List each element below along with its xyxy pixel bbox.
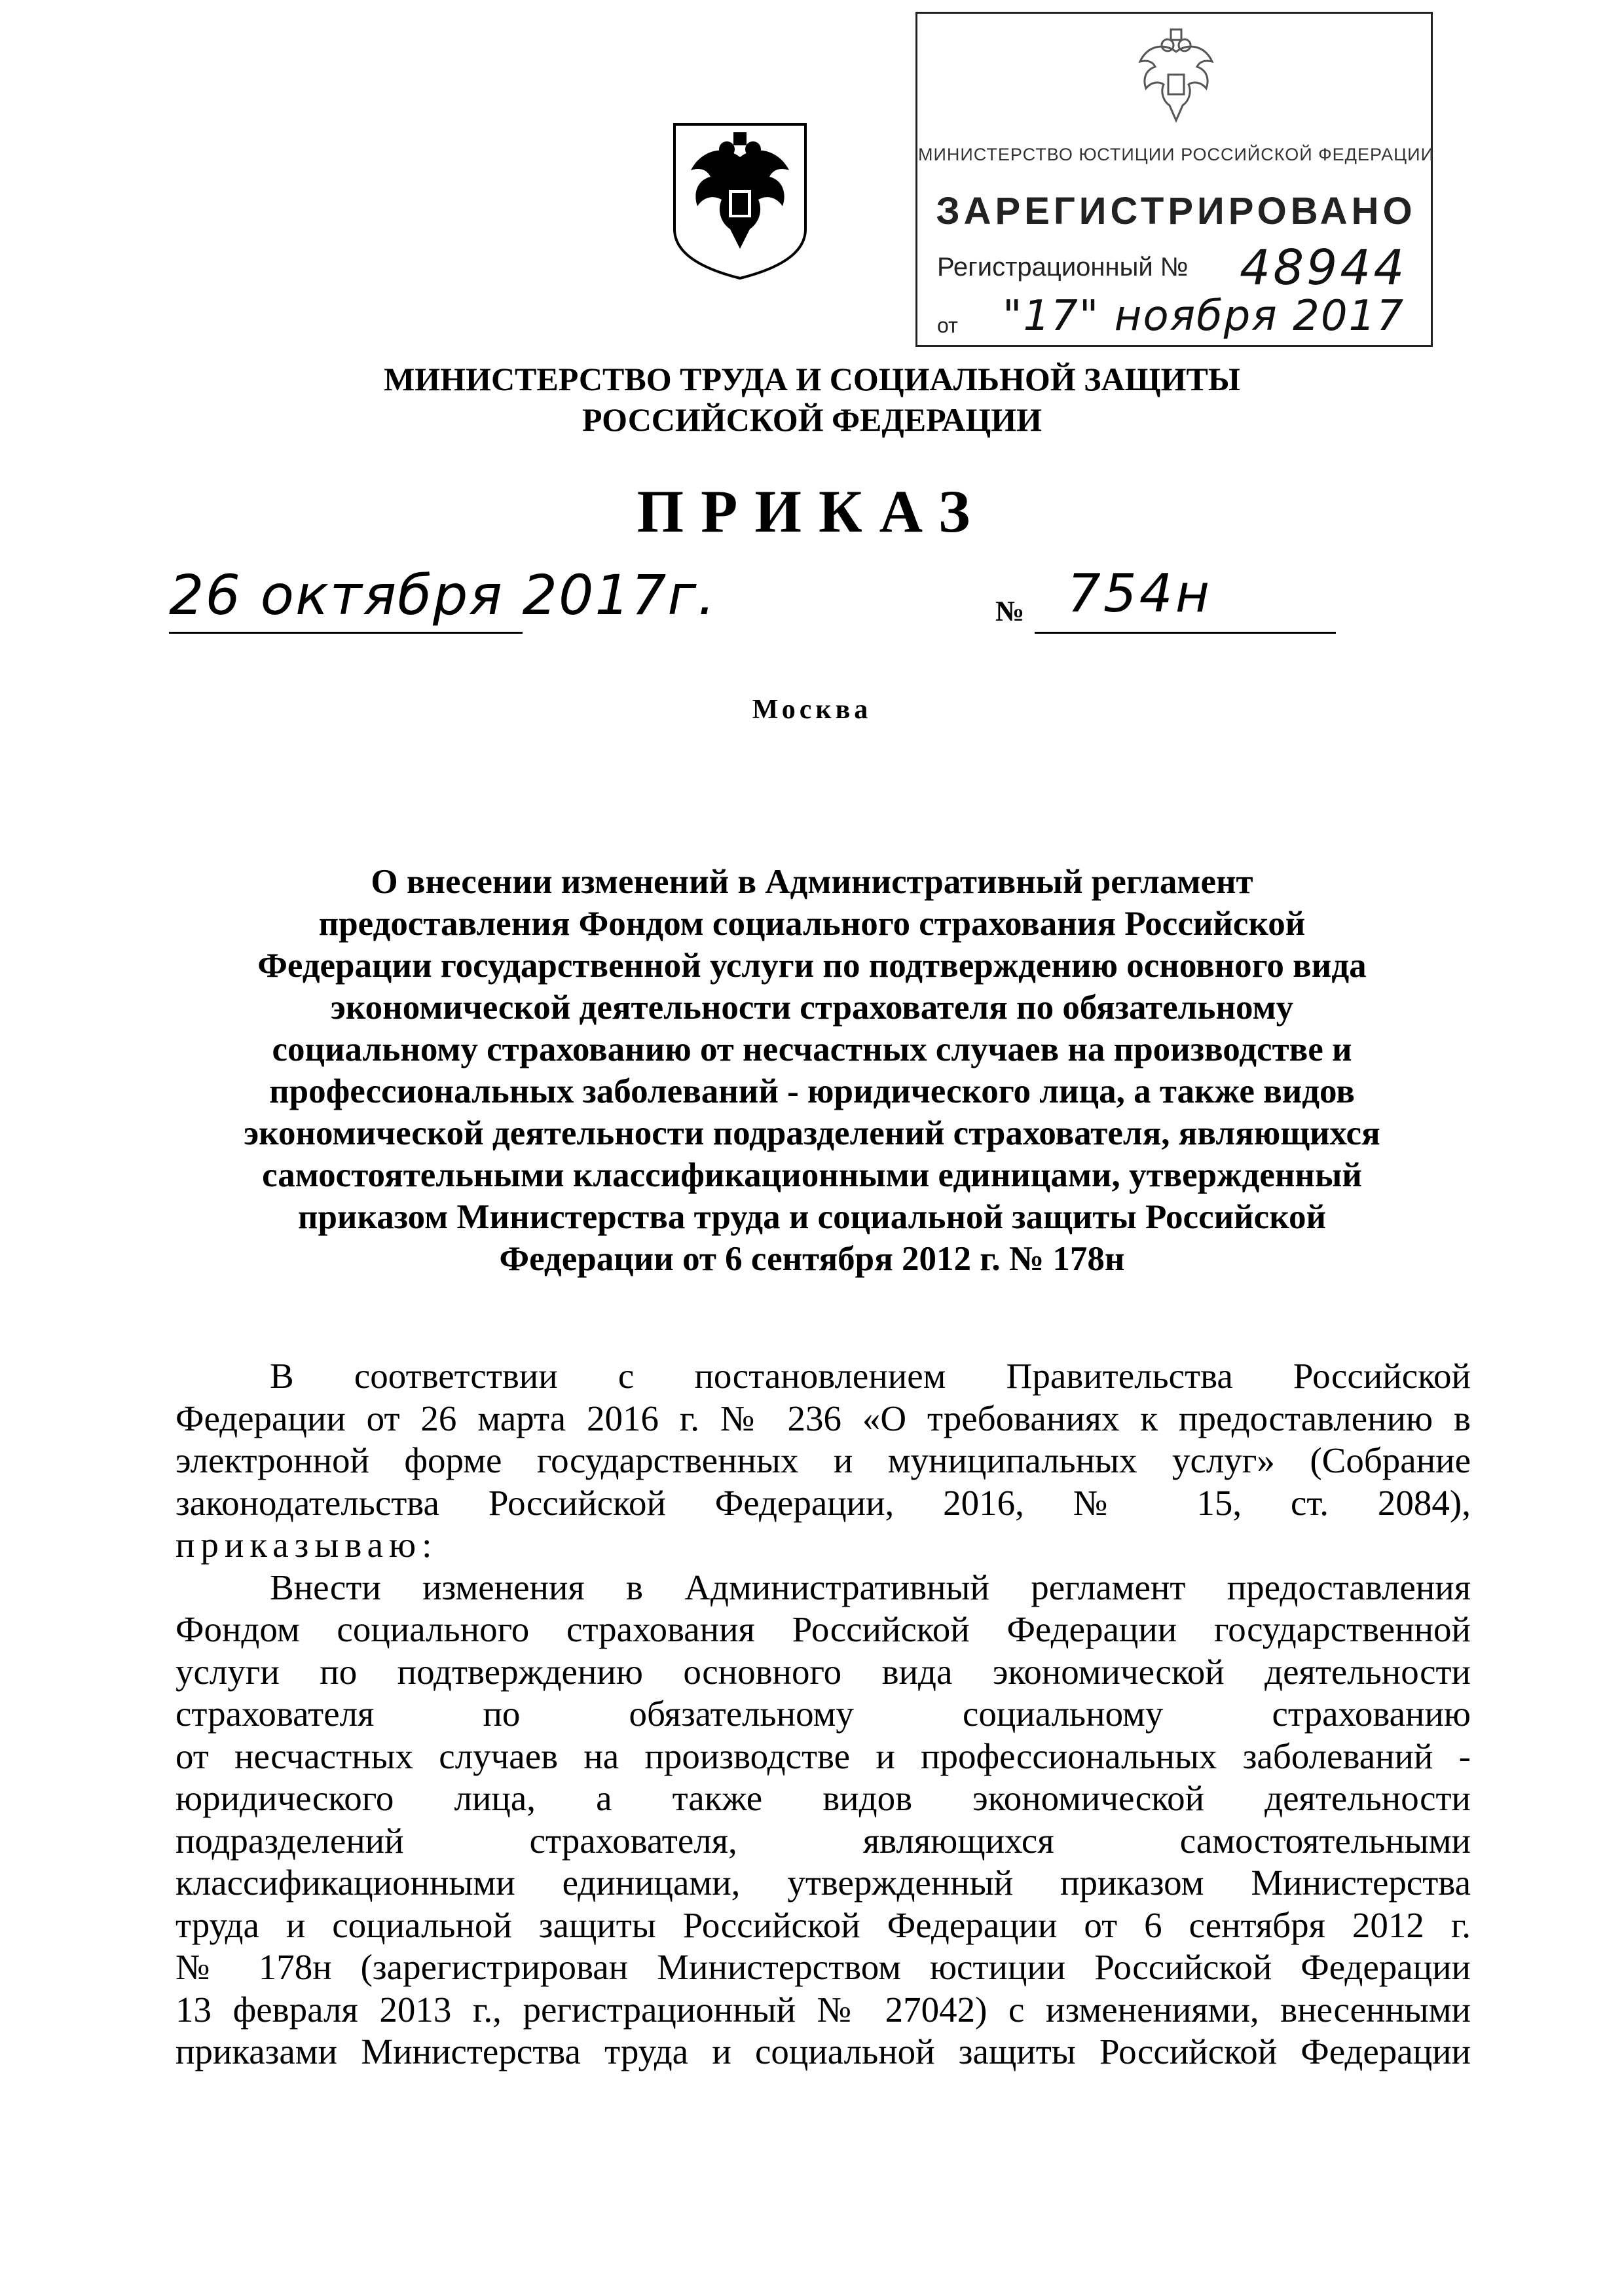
ministry-name-line1: МИНИСТЕРСТВО ТРУДА И СОЦИАЛЬНОЙ ЗАЩИТЫ [384,361,1240,397]
document-title [177,861,1447,1280]
stamp-regnum-value: 48944 [1240,240,1407,296]
body-line: страхователя по обязательному социальному страхованию [175,1694,1471,1734]
body-line-order-word: приказываю: [175,1525,438,1565]
body-line: услуги по подтверждению основного вида экономической деятельности [175,1651,1471,1692]
title-line: Федерации государственной услуги по подтверждению основного вида [257,947,1367,985]
stamp-ministry-name: МИНИСТЕРСТВО ЮСТИЦИИ РОССИЙСКОЙ ФЕДЕРАЦИИ [918,145,1434,164]
body-line: Фондом социального страхования Российской Федерации государственной [175,1609,1471,1649]
stamp-registered-label: ЗАРЕГИСТРИРОВАНО [936,190,1416,232]
document-type-title: ПРИКАЗ [637,478,987,545]
title-line: профессиональных заболеваний - юридического лица, а также видов [269,1072,1355,1110]
stamp-regnum-label: Регистрационный № [937,253,1189,282]
body-line: от несчастных случаев на производстве и профессиональных заболеваний - [175,1736,1471,1776]
registration-stamp [915,12,1433,347]
order-date-underline [169,632,523,634]
title-line: предоставления Фондом социального страхования Российской [318,905,1306,943]
body-line: № 178н (зарегистрирован Министерством юстиции Российской Федерации [175,1947,1471,1987]
coat-of-arms-emblem [661,118,819,282]
stamp-emblem [1127,26,1225,134]
title-line: самостоятельными классификационными единицами, утвержденный [262,1156,1362,1194]
body-line: В соответствии с постановлением Правительства Российской [270,1356,1471,1396]
city-label: Москва [752,695,872,725]
body-line: электронной форме государственных и муниципальных услуг» (Собрание [175,1440,1471,1480]
body-line: 13 февраля 2013 г., регистрационный № 27042) с изменениями, внесенными [175,1989,1471,2030]
order-number-sign: № [995,595,1025,627]
body-line: законодательства Российской Федерации, 2016, № 15, ст. 2084), [175,1482,1471,1523]
body-line: подразделений страхователя, являющихся самостоятельными [175,1820,1471,1861]
body-line: приказами Министерства труда и социальной защиты Российской Федерации [175,2032,1471,2071]
title-line: приказом Министерства труда и социальной защиты Российской [297,1198,1327,1236]
ministry-name-line2: РОССИЙСКОЙ ФЕДЕРАЦИИ [581,401,1043,438]
order-number-underline [1035,632,1336,634]
title-line: Федерации от 6 сентября 2012 г. № 178н [499,1240,1125,1278]
title-line: социальному страхованию от несчастных случаев на производстве и [272,1030,1352,1068]
body-line: Федерации от 26 марта 2016 г. № 236 «О требованиях к предоставлению в [175,1398,1471,1438]
title-line: экономической деятельности страхователя по обязательному [330,989,1294,1027]
order-date: 26 октября 2017г. [169,563,717,627]
title-line: экономической деятельности подразделений страхователя, являющихся [244,1114,1380,1152]
document-body [175,1355,1471,2073]
title-line: О внесении изменений в Административный регламент [371,863,1253,901]
stamp-date-value: "17" ноября 2017 [1003,292,1405,340]
body-line: классификационными единицами, утвержденный приказом Министерства [175,1863,1471,1903]
body-line: Внести изменения в Административный регламент предоставления [270,1567,1471,1607]
order-number: 754н [1067,563,1212,624]
stamp-date-prefix: от [937,314,958,337]
body-line: труда и социальной защиты Российской Федерации от 6 сентября 2012 г. [175,1904,1471,1945]
body-line: юридического лица, а также видов экономической деятельности [175,1778,1471,1818]
